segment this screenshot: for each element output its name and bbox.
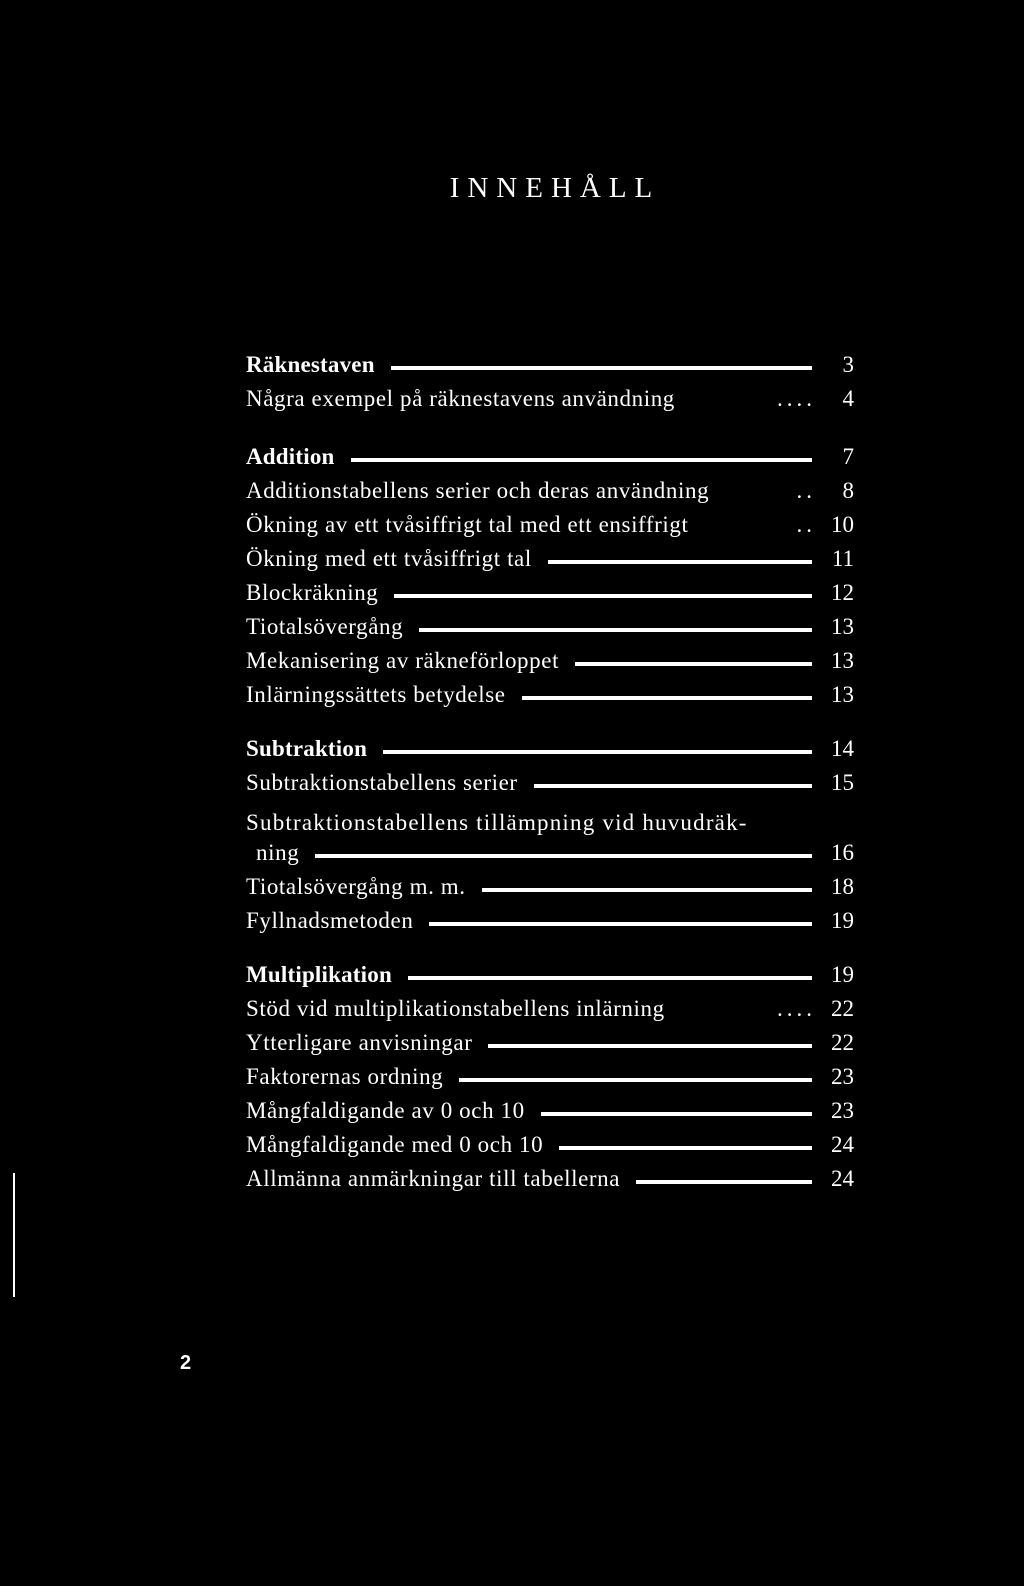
toc-entry-tiotalsovergang	[246, 610, 854, 644]
leader-line	[429, 922, 812, 926]
toc-entry-page: 13	[831, 682, 854, 707]
toc-entry-page: 22	[831, 996, 854, 1021]
toc-entry-label: Mekanisering av räkneförloppet	[246, 648, 560, 673]
page-edge-line	[13, 1173, 15, 1297]
toc-entry-stod-vid	[246, 992, 854, 1026]
leader-line	[383, 750, 812, 754]
leader-line	[482, 888, 812, 892]
toc-entry-page: 11	[831, 546, 854, 571]
leader-dots: ....	[777, 386, 816, 411]
toc-entry-page: 10	[831, 512, 854, 537]
toc-entry-label: Multiplikation	[246, 962, 392, 987]
toc-entry-allmanna	[246, 1162, 854, 1196]
toc-entry-label: Stöd vid multiplikationstabellens inlärning	[246, 996, 665, 1021]
toc-entry-page: 19	[831, 908, 854, 933]
toc-entry-page: 23	[831, 1098, 854, 1123]
toc-entry-label: Subtraktion	[246, 736, 368, 761]
toc-entry-label: Mångfaldigande av 0 och 10	[246, 1098, 525, 1123]
leader-dots: ....	[777, 996, 816, 1021]
toc-entry-label: Räknestaven	[246, 352, 375, 377]
leader-line	[636, 1180, 812, 1184]
leader-line	[575, 662, 812, 666]
toc-entry-okning-ensiffrigt	[246, 508, 854, 542]
toc-entry-label: Ökning med ett tvåsiffrigt tal	[246, 546, 532, 571]
leader-line	[534, 784, 812, 788]
toc-entry-page: 8	[842, 478, 854, 503]
toc-entry-page: 22	[831, 1030, 854, 1055]
toc-entry-page: 13	[831, 614, 854, 639]
toc-entry-ytterligare	[246, 1026, 854, 1060]
toc-entry-label: Addition	[246, 444, 335, 469]
leader-line	[351, 458, 812, 462]
toc-entry-page: 19	[831, 962, 854, 987]
toc-entry-label: Tiotalsövergång m. m.	[246, 874, 466, 899]
toc-entry-mangfaldigande-med	[246, 1128, 854, 1162]
toc-entry-page: 13	[831, 648, 854, 673]
toc-entry-raknestaven	[246, 348, 854, 382]
toc-entry-page: 7	[842, 444, 854, 469]
toc-entry-label: Ytterligare anvisningar	[246, 1030, 473, 1055]
toc-entry-subtraktionstabellens-tillampning	[246, 806, 854, 840]
toc-entry-page: 16	[831, 840, 854, 865]
leader-dots: ..	[796, 478, 816, 503]
toc-entry-label: Allmänna anmärkningar till tabellerna	[246, 1166, 621, 1191]
leader-line	[394, 594, 812, 598]
toc-entry-label: Fyllnadsmetoden	[246, 908, 414, 933]
toc-entry-page: 4	[842, 386, 854, 411]
toc-entry-tiotalsovergang-mm	[246, 870, 854, 904]
toc-entry-fyllnadsmetoden	[246, 904, 854, 938]
toc-entry-label: Några exempel på räknestavens användning	[246, 386, 675, 411]
toc-entry-label: Blockräkning	[246, 580, 379, 605]
toc-entry-page: 24	[831, 1132, 854, 1157]
toc-entry-inlarningssattets	[246, 678, 854, 712]
leader-line	[315, 854, 812, 858]
toc-entry-label: Additionstabellens serier och deras användning	[246, 478, 710, 503]
toc-entry-label: Mångfaldigande med 0 och 10	[246, 1132, 544, 1157]
toc-entry-page: 14	[831, 736, 854, 761]
toc-entry-mangfaldigande-av	[246, 1094, 854, 1128]
toc-entry-multiplikation	[246, 958, 854, 992]
toc-entry-page: 24	[831, 1166, 854, 1191]
toc-entry-label: Ökning av ett tvåsiffrigt tal med ett ensiffrigt	[246, 512, 689, 537]
toc-entry-faktorernas	[246, 1060, 854, 1094]
toc-entry-page: 18	[831, 874, 854, 899]
toc-entry-label: Subtraktionstabellens serier	[246, 770, 518, 795]
toc-entry-label: Faktorernas ordning	[246, 1064, 444, 1089]
toc-entry-page: 23	[831, 1064, 854, 1089]
leader-line	[548, 560, 812, 564]
toc-entry-nagra-exempel	[246, 382, 854, 416]
leader-line	[391, 366, 812, 370]
toc-entry-subtraktionstabellens-serier	[246, 766, 854, 800]
toc-entry-page: 12	[831, 580, 854, 605]
toc-entry-addition	[246, 440, 854, 474]
toc-entry-page: 3	[842, 352, 854, 377]
leader-dots: ..	[796, 512, 816, 537]
leader-line	[522, 696, 812, 700]
leader-line	[559, 1146, 812, 1150]
toc-entry-mekanisering	[246, 644, 854, 678]
leader-line	[459, 1078, 812, 1082]
leader-line	[408, 976, 812, 980]
toc-entry-label: Tiotalsövergång	[246, 614, 404, 639]
toc-entry-subtraktionstabellens-tillampning-continued	[246, 836, 854, 870]
toc-entry-additionstabellens-serier	[246, 474, 854, 508]
toc-entry-label: Inlärningssättets betydelse	[246, 682, 506, 707]
page-title: INNEHÅLL	[449, 172, 661, 204]
toc-entry-label: Subtraktionstabellens tillämpning vid huvudräk-	[246, 810, 748, 835]
toc-entry-okning-tvasiffrigt	[246, 542, 854, 576]
leader-line	[488, 1044, 812, 1048]
toc-entry-label-continued: ning	[256, 840, 300, 865]
leader-line	[541, 1112, 812, 1116]
leader-line	[419, 628, 812, 632]
toc-entry-subtraktion	[246, 732, 854, 766]
page-number: 2	[180, 1352, 192, 1374]
toc-entry-blockrakning	[246, 576, 854, 610]
toc-entry-page: 15	[831, 770, 854, 795]
